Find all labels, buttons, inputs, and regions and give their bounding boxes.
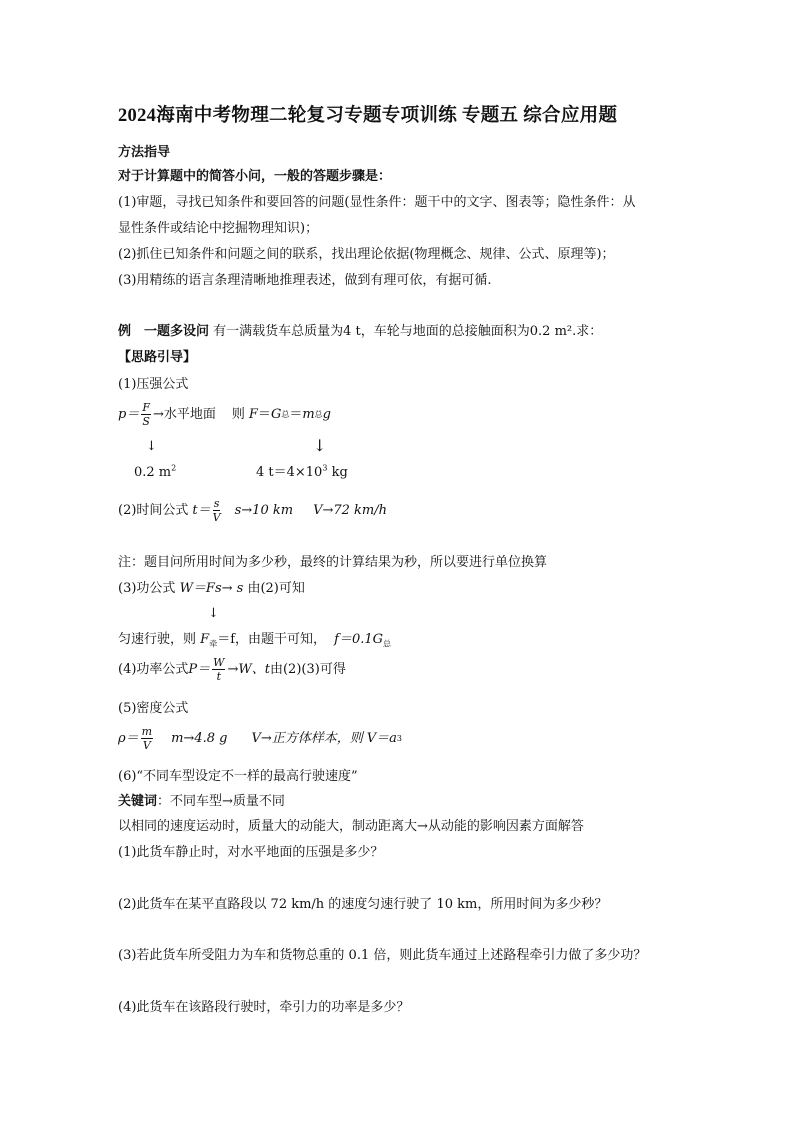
g1-down-arrow-1: ↓ (146, 439, 157, 454)
keyword-line (118, 795, 285, 808)
g1-fraction (141, 402, 151, 427)
keyword-text: ：不同车型→质量不同 (157, 794, 285, 809)
keyword-line-2: 以相同的速度运动时，质量大的动能大，制动距离大→从动能的影响因素方面解答 (118, 819, 584, 834)
guide-3-line (118, 582, 305, 595)
g1-then: 则 (231, 407, 245, 422)
g5-fraction (141, 726, 153, 751)
g2-t: t＝ (192, 503, 211, 518)
g3-fsub: 总 (383, 639, 392, 649)
g4-rest2: 由(2)(3)可得 (269, 662, 346, 677)
g5-v: V→正方体样本，则 (251, 731, 363, 746)
g1-numerator: F (142, 401, 150, 414)
step-1b: 显性条件或结论中挖掘物理知识)； (118, 221, 319, 236)
g4-P: P＝ (188, 662, 211, 677)
g3-s: s (236, 581, 244, 596)
question-1: (1)此货车静止时，对水平地面的压强是多少？ (118, 845, 384, 860)
g1-mass-sup: 3 (322, 463, 328, 473)
g3-down-arrow: ↓ (208, 606, 219, 621)
note-line: 注：题目问所用时间为多少秒，最终的计算结果为秒，所以要进行单位换算 (118, 555, 548, 570)
g4-fraction (212, 657, 225, 682)
example-label: 例 一题多设问 (118, 324, 210, 339)
g1-mass-unit: kg (327, 465, 348, 480)
g1-area-value: 0.2 m (134, 465, 172, 480)
guide-4-line (118, 657, 346, 682)
g3-f: f＝0.1G (334, 632, 384, 647)
g1-mass (256, 463, 348, 480)
question-2: (2)此货车在某平直路段以 72 km/h 的速度匀速行驶了 10 km，所用时间为多少秒？ (118, 897, 608, 912)
g1-m: m (302, 407, 315, 422)
g1-G: G (270, 407, 282, 422)
guide-5-title: (5)密度公式 (118, 701, 189, 716)
g1-area-sup: 2 (171, 463, 177, 473)
guide-5-formula: ρ＝ $\frac{m}{V}$ m→4.8 g V→正方体样本，则 V＝a 3 (118, 725, 402, 752)
guide-1-title: (1)压强公式 (118, 377, 189, 392)
g3-sub: 牵 (209, 639, 218, 649)
page-title: 2024海南中考物理二轮复习专题专项训练 专题五 综合应用题 (118, 106, 618, 126)
g2-fraction (213, 498, 221, 523)
g1-down-arrow-2: ↓ (313, 436, 327, 455)
step-2: (2)抓住已知条件和问题之间的联系，找出理论依据(物理概念、规律、公式、原理等)； (118, 247, 615, 262)
guide-2-line (118, 498, 387, 523)
method-heading: 方法指导 (118, 145, 171, 160)
g1-area (134, 463, 177, 480)
step-3: (3)用精练的语言条理清晰地推理表述，做到有理可依，有据可循. (118, 273, 492, 288)
example-line (118, 325, 602, 338)
g3-title: (3)功公式 (118, 581, 176, 596)
g2-denominator: V (212, 511, 221, 524)
g4-rest1: →W、 (227, 662, 265, 677)
method-intro: 对于计算题中的简答小问，一般的答题步骤是： (118, 169, 392, 184)
guide-heading: 【思路引导】 (118, 350, 197, 365)
g4-numerator: W (213, 656, 225, 669)
step-1a: (1)审题，寻找已知条件和要回答的问题(显性条件：题干中的文字、图表等；隐性条件：从 (118, 195, 636, 210)
example-text: 有一满载货车总质量为4 t，车轮与地面的总接触面积为0.2 m².求： (213, 324, 603, 339)
g1-denominator: S (142, 415, 150, 428)
guide-1-formula: p＝ $\frac{F}{S}$ →水平地面 则 F ＝ G 总 ＝ m 总 g (118, 401, 331, 428)
g2-title: (2)时间公式 (118, 503, 189, 518)
g5-denominator: V (142, 739, 151, 752)
g1-g: g (322, 407, 331, 422)
g1-eq1: ＝ (257, 407, 271, 422)
g5-numerator: m (141, 725, 153, 738)
g4-title: (4)功率公式 (118, 662, 189, 677)
question-3: (3)若此货车所受阻力为车和货物总重的 0.1 倍，则此货车通过上述路程牵引力做了多少功？ (118, 948, 647, 963)
g3-rest: 由(2)可知 (247, 581, 305, 596)
g2-v: V→72 km/h (313, 503, 387, 518)
g4-denominator: t (216, 670, 222, 683)
g1-arrow: →水平地面 (152, 407, 216, 422)
g1-eq2: ＝ (289, 407, 303, 422)
g4-t: t (264, 662, 270, 677)
question-4: (4)此货车在该路段行驶时，牵引力的功率是多少？ (118, 1000, 410, 1015)
keyword-label: 关键词 (118, 794, 158, 809)
guide-6-title: (6)“不同车型设定不一样的最高行驶速度” (118, 769, 358, 784)
g1-p: p＝ (118, 407, 140, 422)
g5-m: m→4.8 g (171, 731, 228, 746)
g3-F: F (200, 632, 210, 647)
g2-s: s→10 km (234, 503, 294, 518)
g3-formula: W＝Fs→ (179, 581, 233, 596)
g5-va: V＝a (366, 731, 397, 746)
g1-F: F (248, 407, 258, 422)
g5-rho: ρ＝ (118, 731, 139, 746)
guide-3b-line (118, 632, 392, 649)
g2-numerator: s (213, 497, 220, 510)
g1-mass-value: 4 t＝4×10 (256, 465, 323, 480)
g3-eq: ＝f，由题干可知， (217, 632, 326, 647)
g3-line: 匀速行驶，则 (118, 632, 197, 647)
